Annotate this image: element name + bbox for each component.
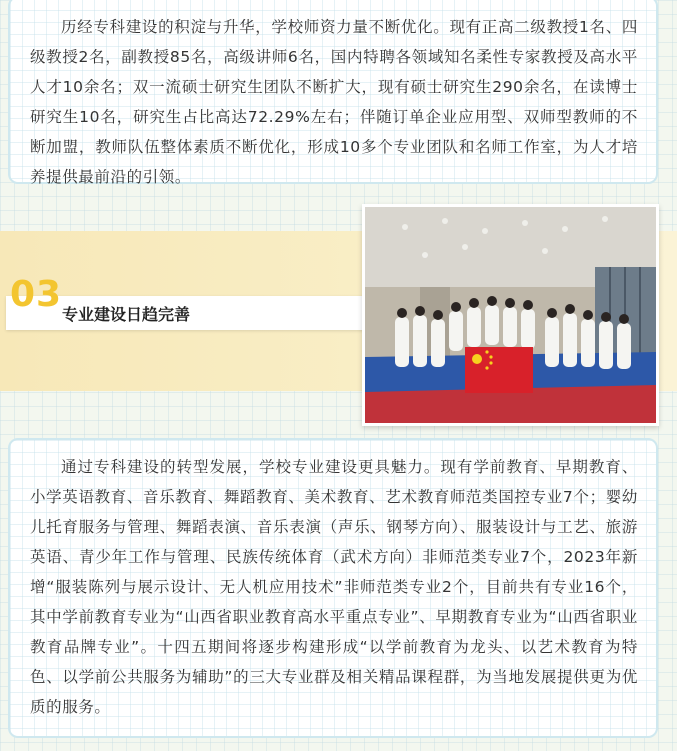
group-photo-illustration (365, 207, 656, 423)
faculty-paragraph: 历经专科建设的积淀与升华，学校师资力量不断优化。现有正高二级教授1名、四级教授2名，副教授85名，高级讲师6名，国内特聘各领域知名柔性专家教授及高水平人才10余名；双一流硕士研究生团队不断扩大，现有硕士研究生290余名，在读博士研究生10名，研究生占比高达72.29%左右；伴随订单企业应用型、双师型教师的不断加盟，教师队伍整体素质不断优化，形成10多个专业团队和名师工作室，为人才培养提供最前沿的引领。 (30, 18, 638, 186)
faculty-text-card (8, 0, 658, 184)
section-number: 03 (10, 274, 63, 315)
section-title: 专业建设日趋完善 (62, 305, 191, 324)
major-text-card (8, 438, 658, 738)
major-paragraph: 通过专科建设的转型发展，学校专业建设更具魅力。现有学前教育、早期教育、小学英语教育、音乐教育、舞蹈教育、美术教育、艺术教育师范类国控专业7个；婴幼儿托育服务与管理、舞蹈表演、音乐表演（声乐、钢琴方向）、服装设计与工艺、旅游英语、青少年工作与管理、民族传统体育（武术方向）非师范类专业7个，2023年新增“服装陈列与展示设计、无人机应用技术”非师范类专业2个，目前共有专业16个，其中学前教育专业为“山西省职业教育高水平重点专业”、早期教育专业为“山西省职业教育品牌专业”。十四五期间将逐步构建形成“以学前教育为龙头、以艺术教育为特色、以学前公共服务为辅助”的三大专业群及相关精品课程群，为当地发展提供更为优质的服务。 (30, 458, 638, 716)
group-photo (362, 204, 659, 426)
